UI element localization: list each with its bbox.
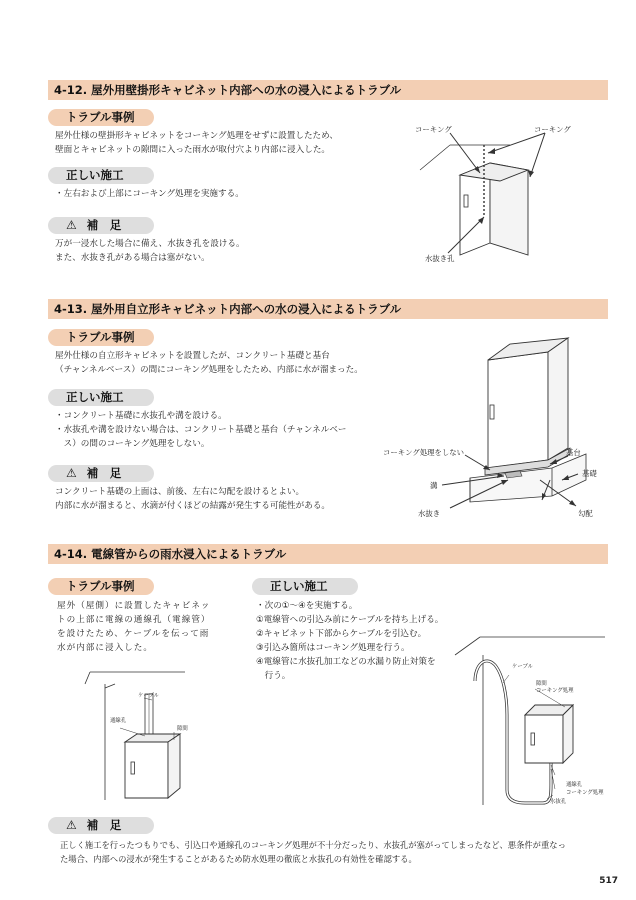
trouble-case-label: トラブル事例 [48, 109, 154, 126]
correct-construction-text: ・左右および上部にコーキング処理を実施する。 [55, 189, 244, 199]
conduit-trouble-figure [90, 670, 230, 810]
correct-construction-label: 正しい施工 [48, 389, 154, 406]
drain-hole-label: 水抜孔 [550, 799, 567, 805]
correct-construction-text: ・コンクリート基礎に水抜孔や溝を設ける。 ・水抜孔や溝を設けない場合は、コンクリート基礎と基台（チャンネルベー ス）の間のコーキング処理をしない。 [55, 411, 347, 449]
groove-label: 溝 [430, 481, 438, 490]
bottom-supplement-text: 正しく施工を行ったつもりでも、引込口や通線孔のコーキング処理が不十分だったり、水抜孔が塞がってしまったなど、悪条件が重なっ た場合、内部への浸水が発生することがあるため防水処理の徹底と水抜孔の有効性を確認する。 [60, 840, 566, 864]
warning-icon: ⚠ [66, 466, 77, 480]
trouble-case-label: トラブル事例 [48, 578, 154, 595]
gap-label: 隙間 [536, 681, 547, 687]
correct-construction-text: ・次の①～④を実施する。 ①電線管への引込み前にケーブルを持ち上げる。 ②キャビネット下部からケーブルを引込む。 ③引込み箇所はコーキング処理を行う。 ④電線管に水抜孔加工などの水漏り防止対策を 行う。 [256, 601, 444, 681]
cable-label: ケーブル [138, 693, 160, 699]
trouble-case-text: 屋外仕様の壁掛形キャビネットをコーキング処理をせずに設置したため、 壁面とキャビネットの隙間に入った雨水が取付穴より内部に浸入した。 [55, 131, 338, 155]
conduit-hole-label: 通線孔 [566, 782, 583, 788]
trouble-case-label: トラブル事例 [48, 329, 154, 346]
supplement-label: ⚠ 補 足 [48, 817, 154, 834]
trouble-case-text: 屋外（屋側）に設置したキャビネッ トの上部に電線の通線孔（電線管） を設けたため、ケーブルを伝って雨 水が内部に浸入した。 [57, 601, 211, 653]
supplement-label: ⚠ 補 足 [48, 465, 154, 482]
section-title-4-13: 4-13. 屋外用自立形キャビネット内部への水の浸入によるトラブル [48, 299, 608, 319]
warning-icon: ⚠ [66, 818, 77, 832]
slope-label: 勾配 [578, 509, 593, 518]
floor-cabinet-figure [380, 330, 610, 530]
wall-cabinet-figure [400, 115, 590, 275]
correct-construction-label: 正しい施工 [252, 578, 358, 595]
warning-icon: ⚠ [66, 218, 77, 232]
section-title-4-12: 4-12. 屋外用壁掛形キャビネット内部への水の浸入によるトラブル [48, 80, 608, 100]
caulking-label-right: コーキング [534, 125, 571, 134]
supplement-text: コンクリート基礎の上面は、前後、左右に勾配を設けるとよい。 内部に水が溜まると、水滴が付くほどの結露が発生する可能性がある。 [55, 487, 331, 511]
supplement-text: 万が一浸水した場合に備え、水抜き孔を設ける。 また、水抜き孔がある場合は塞がない。 [55, 239, 245, 263]
conduit-correct-figure [455, 635, 615, 810]
page-number: 517 [599, 876, 618, 886]
section-title-4-14: 4-14. 電線管からの雨水浸入によるトラブル [48, 544, 608, 564]
caulking-label-left: コーキング [415, 125, 452, 134]
channel-base-label: 基台 [566, 448, 581, 457]
correct-construction-label: 正しい施工 [48, 167, 154, 184]
cable-label: ケーブル [512, 664, 534, 670]
no-caulking-label: コーキング処理をしない [383, 448, 465, 457]
gap-label: 隙間 [177, 726, 188, 732]
conduit-hole-label: 通線孔 [110, 718, 127, 724]
drain-hole-label: 水抜き孔 [425, 254, 455, 263]
caulking-bottom-label: コーキング処理 [566, 790, 604, 796]
foundation-label: 基礎 [582, 469, 597, 478]
caulking-top-label: コーキング処理 [536, 688, 574, 694]
drain-label: 水抜き [418, 509, 441, 518]
trouble-case-text: 屋外仕様の自立形キャビネットを設置したが、コンクリート基礎と基台 （チャンネルベース）の間にコーキング処理をしたため、内部に水が溜まった。 [55, 351, 363, 375]
supplement-label: ⚠ 補 足 [48, 217, 154, 234]
